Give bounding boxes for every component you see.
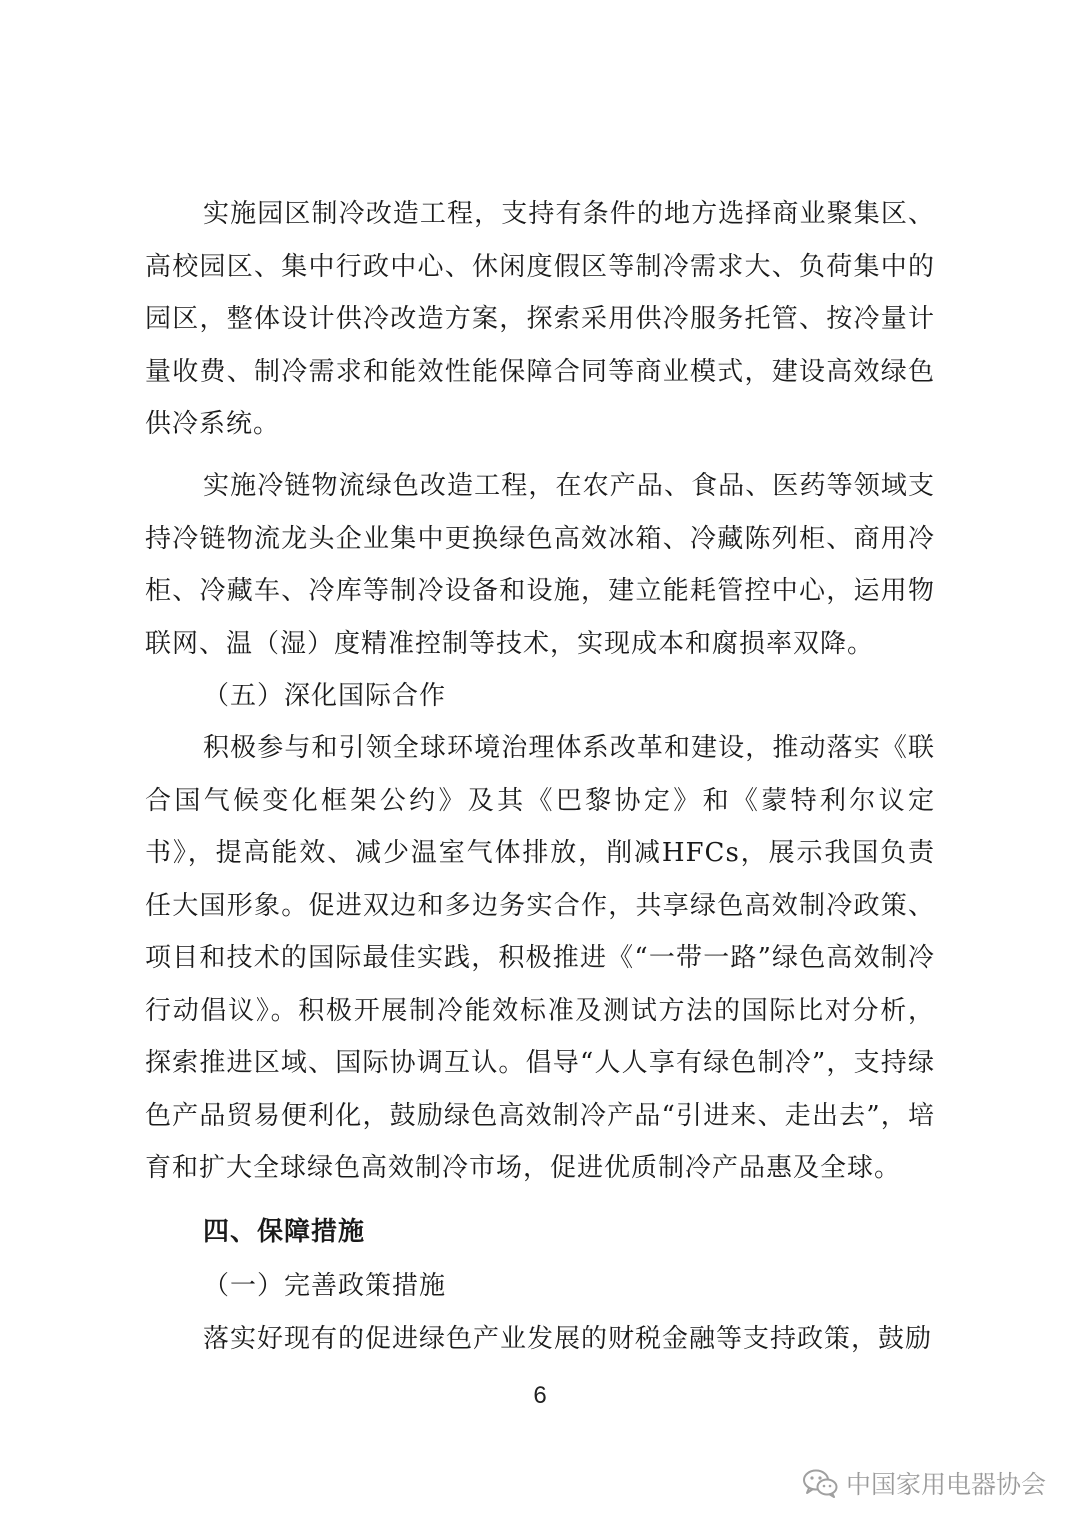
wechat-watermark xyxy=(802,1465,1046,1501)
watermark-text: 中国家用电器协会 xyxy=(845,1470,1046,1499)
paragraph-policy-support: 落实好现有的促进绿色产业发展的财税金融等支持政策，鼓励 xyxy=(203,1324,933,1354)
heading-safeguard-measures: 四、保障措施 xyxy=(203,1217,366,1247)
wechat-icon xyxy=(802,1468,838,1498)
heading-policy-measures: （一）完善政策措施 xyxy=(203,1271,447,1301)
paragraph-park-cooling: 实施园区制冷改造工程，支持有条件的地方选择商业聚集区、高校园区、集中行政中心、休闲度假区等制冷需求大、负荷集中的园区，整体设计供冷改造方案，探索采用供冷服务托管、按冷量计量收费、制冷需求和能效性能保障合同等商业模式，建设高效绿色供冷系统。 xyxy=(145,199,935,439)
paragraph-cold-chain: 实施冷链物流绿色改造工程，在农产品、食品、医药等领域支持冷链物流龙头企业集中更换绿色高效冰箱、冷藏陈列柜、商用冷柜、冷藏车、冷库等制冷设备和设施，建立能耗管控中心，运用物联网、温（湿）度精准控制等技术，实现成本和腐损率双降。 xyxy=(145,471,935,659)
heading-international-cooperation: （五）深化国际合作 xyxy=(203,681,447,711)
page-number: 6 xyxy=(533,1382,547,1409)
paragraph-international-cooperation: 积极参与和引领全球环境治理体系改革和建设，推动落实《联合国气候变化框架公约》及其《巴黎协定》和《蒙特利尔议定书》，提高能效、减少温室气体排放，削减HFCs，展示我国负责任大国形象。促进双边和多边务实合作，共享绿色高效制冷政策、项目和技术的国际最佳实践，积极推进《“一带一路”绿色高效制冷行动倡议》。积极开展制冷能效标准及测试方法的国际比对分析，探索推进区域、国际协调互认。倡导“人人享有绿色制冷”，支持绿色产品贸易便利化，鼓励绿色高效制冷产品“引进来、走出去”，培育和扩大全球绿色高效制冷市场，促进优质制冷产品惠及全球。 xyxy=(145,733,935,1183)
